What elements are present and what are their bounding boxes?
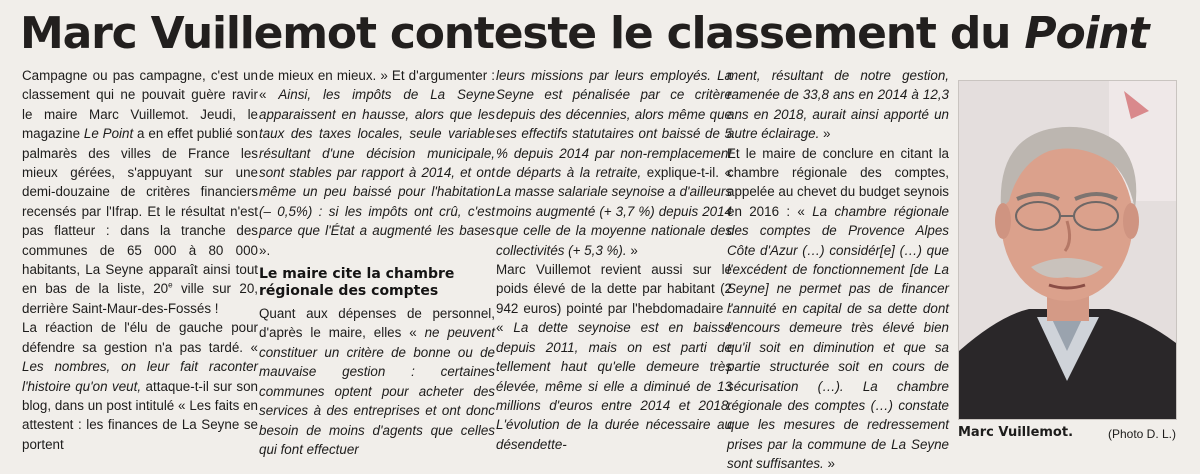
text-run-italic: Ainsi, les impôts de La Seyne apparaissent en hausse, alors que les taux des taxes locales, seule variable résultant d'une décision municipale, sont stables par rapport à 2014, et ont même un peu baissé pour l'habitation (– 0,5%) : si les impôts ont crû, c'est parce que l'État a augmenté les bases — [259, 87, 495, 239]
text-run: a en effet publié son palmarès des villes de France les mieux gérées, s'appuyant sur une demi-douzaine de critères financiers recensés par l'Ifrap. Et le résultat n'est pas flatteur : dans la tranche des communes de 65 000 à 80 000 habitants, La Seyne apparaît ainsi tout en bas de la liste, 20 — [22, 126, 258, 297]
text-run-italic: La chambre régionale des comptes de Provence Alpes Côte d'Azur (…) considér[e] (…) que l'excédent de fonctionnement [de La Seyne] ne permet pas de financer l'annuité en capital de sa dette dont l'encours demeure très élevé bien qu'il soit en diminution et que sa partie structurée soit en cours de sécurisation (…). La chambre régionale des comptes (…) constate que les mesures de redressement prises par la commune de La Seyne sont suffisantes. — [727, 203, 950, 472]
portrait-illustration — [959, 81, 1176, 419]
text-run-italic: Les nombres, on leur fait raconter l'histoire qu'on veut, — [22, 359, 258, 394]
paragraph — [22, 66, 258, 318]
paragraph — [496, 66, 732, 260]
article-column-3 — [496, 66, 732, 452]
text-run: » — [819, 126, 831, 142]
article-column-1 — [22, 66, 258, 452]
text-run: Et le maire de conclure en citant la chambre régionale des comptes, appelée au chevet du budget seynois en 2016 : « — [727, 145, 949, 219]
superscript: e — [168, 281, 173, 290]
text-run-italic: leurs missions par leurs employés. La Seyne est pénalisée par ce critère depuis des décennies, alors même que ses effectifs statutaires ont baissé de 5 % depuis 2014 par non-remplacement de départs à la retraite, — [496, 68, 732, 181]
photo-credit: (Photo D. L.) — [1107, 427, 1176, 441]
text-run-italic: La dette seynoise est en baisse depuis 2011, mais on est parti de tellement haut qu'elle demeure très élevée, même si elle a diminué de 13 millions d'euros entre 2014 et 2018. L'évolution de la durée nécessaire au désendette- — [496, 320, 732, 452]
paragraph — [22, 318, 258, 454]
paragraph — [496, 260, 732, 454]
text-run-italic: ne peuvent constituer un critère de bonne ou de mauvaise gestion : certaines communes optent pour acheter des services à des entreprises et ont donc besoin de moins d'agents que celles qui font effectuer — [259, 325, 495, 457]
paragraph — [727, 144, 949, 474]
text-run-italic: La masse salariale seynoise a d'ailleurs moins augmenté (+ 3,7 %) depuis 2014 que celle de la moyenne nationale des collectivités (+ 5,3 %). — [496, 184, 732, 258]
text-run: » — [823, 456, 835, 472]
photo-caption: Marc Vuillemot. — [958, 425, 1074, 440]
text-run: ville sur 20, derrière Saint-Maur-des-Fossés ! — [22, 281, 258, 316]
paragraph — [259, 66, 495, 260]
paragraph — [727, 66, 949, 144]
article-column-2 — [259, 66, 495, 457]
text-run: La réaction de l'élu de gauche pour défendre sa gestion n'a pas tardé. « — [22, 320, 258, 355]
text-run-italic: Le Point — [83, 126, 134, 142]
text-run: Marc Vuillemot revient aussi sur le poids élevé de la dette par habitant (2 942 euros) pointé par l'hebdomadaire : « — [496, 262, 732, 336]
text-run: attaque-t-il sur son blog, dans un post intitulé « Les faits en attestent : les finances de La Seyne se portent — [22, 378, 258, 452]
headline-text: Marc Vuillemot conteste le classement du — [20, 8, 1025, 59]
headline-italic: Point — [1024, 8, 1149, 59]
article-column-4 — [727, 66, 950, 472]
article-subheading: Le maire cite la chambre régionale des comptes — [259, 266, 455, 300]
text-run: ». — [259, 242, 271, 258]
paragraph — [259, 304, 495, 459]
article-headline — [20, 6, 1190, 62]
text-run: de mieux en mieux. » Et d'argumenter : « — [259, 68, 495, 103]
text-run: Quant aux dépenses de personnel, d'après le maire, elles « — [259, 306, 495, 341]
portrait-photo — [958, 80, 1177, 420]
text-run: explique-t-il. « — [641, 165, 732, 181]
text-run: Campagne ou pas campagne, c'est un classement qui ne pouvait guère ravir le maire Marc Vuillemot. Jeudi, le magazine — [22, 68, 258, 142]
text-run: » — [626, 242, 638, 258]
text-run-italic: ment, résultant de notre gestion, ramenée de 33,8 ans en 2014 à 12,3 ans en 2018, aurait ainsi apporté un autre éclairage. — [727, 68, 949, 142]
